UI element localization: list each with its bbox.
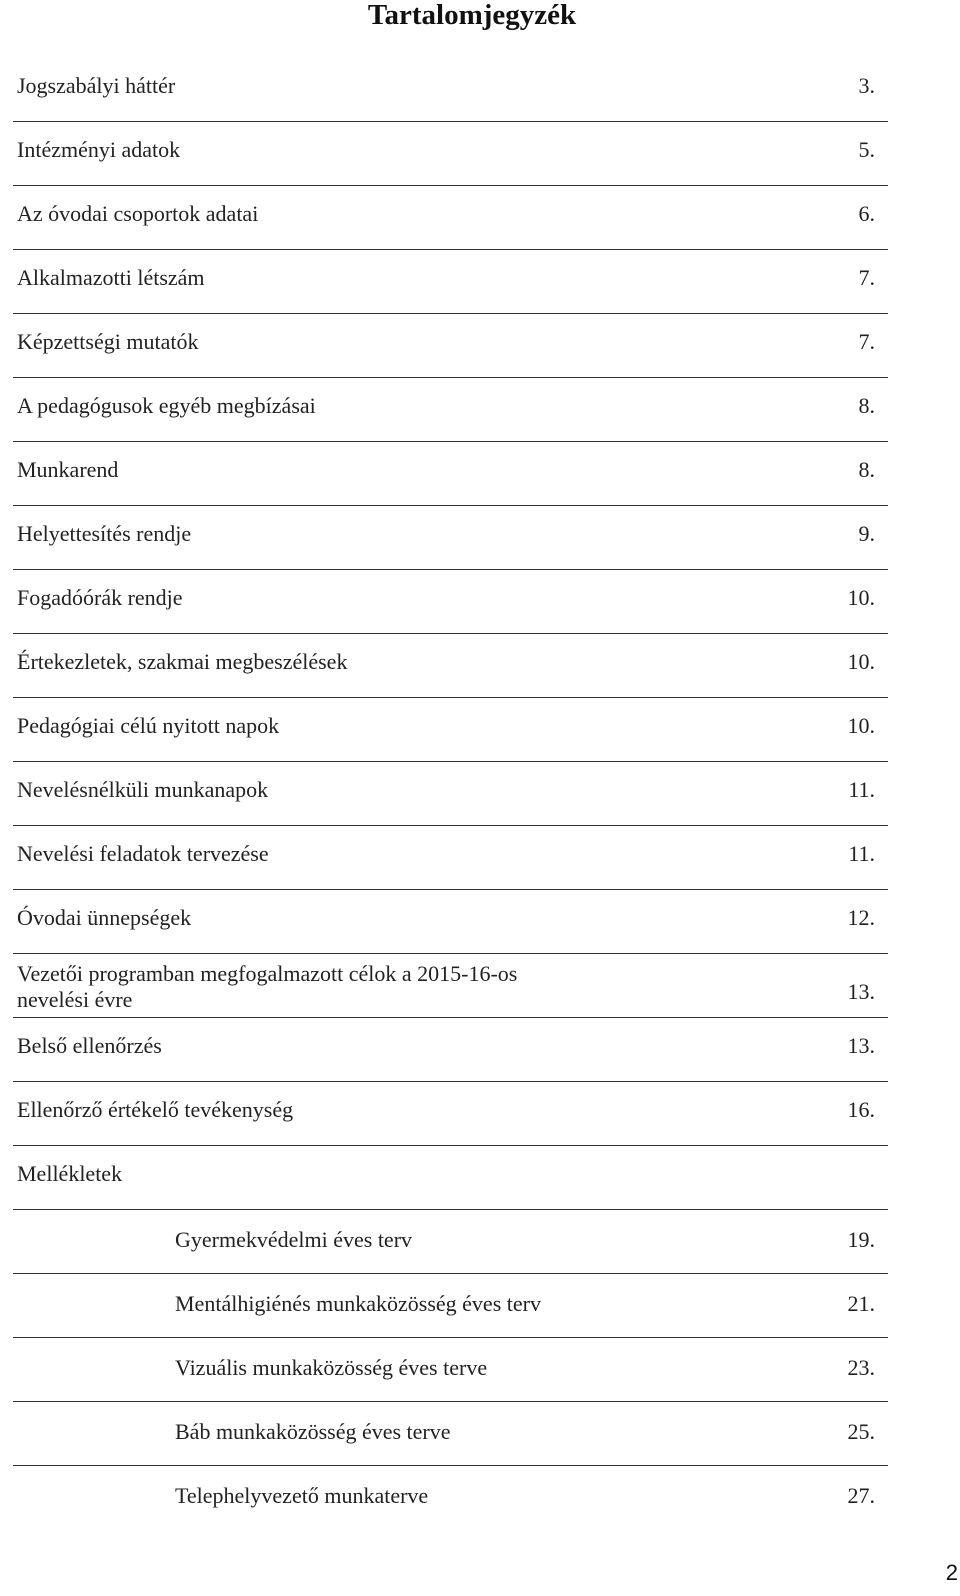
toc-row-appendix[interactable] xyxy=(13,1466,888,1530)
toc-page-number: 13. xyxy=(847,979,875,1004)
toc-page-number: 7. xyxy=(858,265,875,290)
toc-page-number: 13. xyxy=(847,1033,875,1058)
toc-page-number: 11. xyxy=(848,841,875,866)
toc-row[interactable] xyxy=(13,314,888,378)
toc-row-appendices-heading[interactable] xyxy=(13,1146,888,1210)
toc-entry-label: Nevelésnélküli munkanapok xyxy=(17,777,269,802)
toc-entry-label: Óvodai ünnepségek xyxy=(17,905,192,930)
toc-page-number: 11. xyxy=(848,777,875,802)
toc-row[interactable] xyxy=(13,378,888,442)
toc-entry-label: Munkarend xyxy=(17,457,119,482)
toc-entry-label: A pedagógusok egyéb megbízásai xyxy=(17,393,316,418)
toc-page-number: 27. xyxy=(847,1483,875,1508)
toc-entry-label: Mellékletek xyxy=(17,1161,123,1186)
toc-page-number: 25. xyxy=(847,1419,875,1444)
toc-entry-label: Mentálhigiénés munkaközösség éves terv xyxy=(175,1291,541,1316)
toc-entry-label: Vizuális munkaközösség éves terve xyxy=(175,1355,488,1380)
toc-entry-label: Intézményi adatok xyxy=(17,137,181,162)
toc-row-appendix[interactable] xyxy=(13,1274,888,1338)
document-page-number: 2 xyxy=(945,1560,958,1585)
toc-entry-label: Alkalmazotti létszám xyxy=(17,265,205,290)
toc-row[interactable] xyxy=(13,442,888,506)
toc-row[interactable] xyxy=(13,1082,888,1146)
toc-row[interactable] xyxy=(13,1018,888,1082)
toc-entry-label: Jogszabályi háttér xyxy=(17,73,176,98)
toc-entry-label: Nevelési feladatok tervezése xyxy=(17,841,269,866)
toc-page-number: 16. xyxy=(847,1097,875,1122)
toc-row[interactable] xyxy=(13,698,888,762)
toc-row[interactable] xyxy=(13,570,888,634)
toc-row-appendix[interactable] xyxy=(13,1338,888,1402)
toc-row[interactable] xyxy=(13,826,888,890)
toc-entry-label: Fogadóórák rendje xyxy=(17,585,183,610)
toc-row[interactable] xyxy=(13,122,888,186)
toc-entry-label: Báb munkaközösség éves terve xyxy=(175,1419,451,1444)
toc-entry-label-line1: Vezetői programban megfogalmazott célok a 2015-16-os xyxy=(17,961,518,986)
toc-entry-label-line2: nevelési évre xyxy=(17,987,133,1012)
toc-entry-label: Belső ellenőrzés xyxy=(17,1033,162,1058)
toc-row[interactable] xyxy=(13,634,888,698)
toc-row-appendix[interactable] xyxy=(13,1402,888,1466)
toc-row[interactable] xyxy=(13,890,888,954)
toc-page-number: 10. xyxy=(847,713,875,738)
toc-page-number: 21. xyxy=(847,1291,875,1316)
toc-page-number: 8. xyxy=(858,393,875,418)
toc-page-number: 10. xyxy=(847,649,875,674)
toc-page-number: 10. xyxy=(847,585,875,610)
toc-entry-label: Képzettségi mutatók xyxy=(17,329,199,354)
toc-page-number: 9. xyxy=(858,521,875,546)
toc-entry-label: Ellenőrző értékelő tevékenység xyxy=(17,1097,294,1122)
toc-entry-label: Gyermekvédelmi éves terv xyxy=(175,1227,413,1252)
toc-page-number: 6. xyxy=(858,201,875,226)
toc-entry-label: Értekezletek, szakmai megbeszélések xyxy=(17,649,348,674)
page-title: Tartalomjegyzék xyxy=(367,0,577,31)
toc-entry-label: Az óvodai csoportok adatai xyxy=(17,201,259,226)
toc-page-number: 5. xyxy=(858,137,875,162)
toc-row[interactable] xyxy=(13,762,888,826)
toc-entry-label xyxy=(17,961,657,1013)
toc-page-number: 8. xyxy=(858,457,875,482)
toc-row-appendix[interactable] xyxy=(13,1210,888,1274)
toc-page-number: 7. xyxy=(858,329,875,354)
toc-row[interactable] xyxy=(13,58,888,122)
toc-page-number: 19. xyxy=(847,1227,875,1252)
toc-row[interactable] xyxy=(13,954,888,1018)
toc-row[interactable] xyxy=(13,186,888,250)
toc-entry-label: Helyettesítés rendje xyxy=(17,521,192,546)
toc-page-number: 12. xyxy=(847,905,875,930)
toc-entry-label: Pedagógiai célú nyitott napok xyxy=(17,713,280,738)
toc-entry-label: Telephelyvezető munkaterve xyxy=(175,1483,429,1508)
toc-page-number: 3. xyxy=(858,73,875,98)
toc-page-number: 23. xyxy=(847,1355,875,1380)
table-of-contents xyxy=(13,58,888,1530)
toc-row[interactable] xyxy=(13,250,888,314)
toc-row[interactable] xyxy=(13,506,888,570)
